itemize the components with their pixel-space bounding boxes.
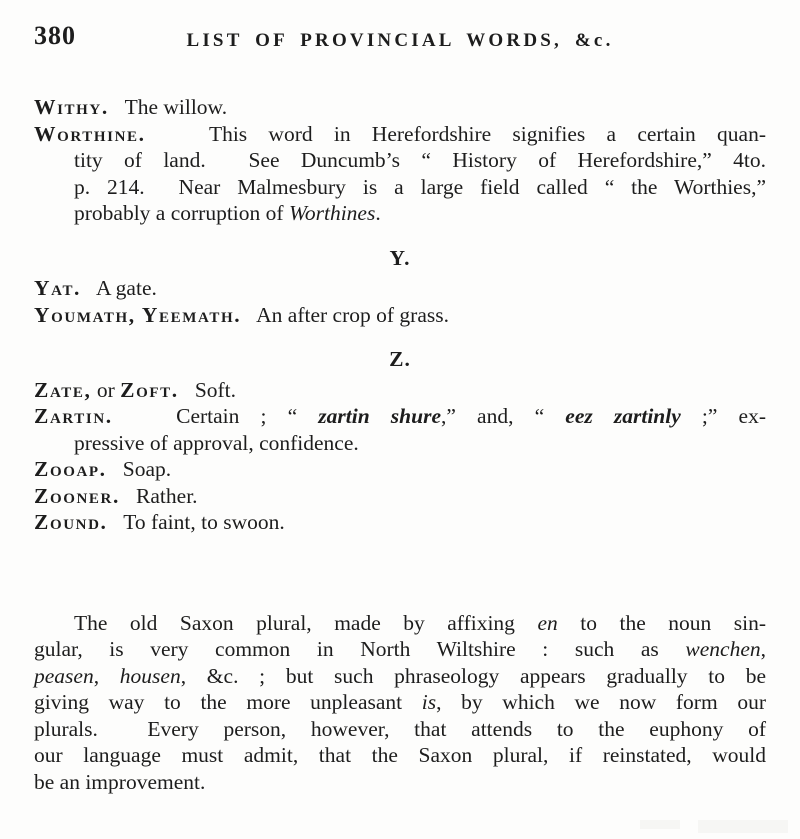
text-segment: , by which we now form our [436, 690, 766, 714]
text-segment: or [91, 377, 121, 402]
text-segment: Zound. [34, 510, 108, 534]
text-line [34, 509, 766, 536]
text-segment: Yat. [34, 276, 82, 300]
page-header [34, 21, 766, 56]
page-number: 380 [34, 21, 76, 50]
text-segment: zartin shure [318, 404, 442, 428]
entry-worthine [34, 121, 766, 227]
entry-youmath [34, 302, 766, 329]
text-segment: probably a corruption of [74, 201, 289, 225]
text-segment: Zate, [34, 377, 92, 402]
text-segment: be an improvement. [34, 769, 206, 794]
text-segment: ;” ex- [680, 404, 766, 428]
text-line [34, 456, 766, 483]
closing-paragraph [34, 610, 766, 796]
entry-zound [34, 509, 766, 536]
text-segment: Worthine. [34, 121, 146, 146]
entry-yat [34, 275, 766, 302]
entry-zooap [34, 456, 766, 483]
entry-zate [34, 377, 766, 404]
text-segment: eez zartinly [565, 404, 681, 428]
text-segment: gular, is very common in North Wiltshire : such as [34, 637, 686, 661]
entry-zooner [34, 483, 766, 510]
text-line [34, 610, 766, 637]
text-line [34, 121, 766, 148]
text-segment: The old Saxon plural, made by affixing [74, 610, 538, 635]
text-line [74, 200, 766, 227]
text-segment: is [421, 690, 437, 714]
text-segment: Withy. [34, 95, 109, 119]
text-segment: Soft. [178, 377, 237, 402]
text-line [34, 636, 766, 663]
text-segment: Soap. [106, 457, 172, 481]
text-segment: our language must admit, that the Saxon plural, if reinstated, would [34, 743, 766, 767]
text-segment: plurals. Every person, however, that attends to the euphony of [34, 716, 766, 741]
text-segment: Zooap. [34, 457, 107, 481]
text-line [34, 94, 766, 121]
text-segment: to the noun sin- [557, 610, 766, 635]
text-line [34, 689, 766, 716]
text-segment: , &c. ; but such phraseology appears gradually to be [180, 663, 766, 688]
text-line [34, 742, 766, 769]
text-segment: pressive of approval, confidence. [74, 430, 359, 455]
text-segment: p. 214. Near Malmesbury is a large field called “ the Worthies,” [74, 174, 766, 199]
text-line [34, 483, 766, 510]
text-segment: A gate. [81, 276, 157, 300]
section-heading-z: Z. [389, 347, 411, 371]
text-line [74, 430, 766, 457]
text-segment: , [93, 663, 120, 688]
scan-artifact [698, 820, 788, 833]
text-segment: giving way to the more unpleasant [34, 690, 422, 714]
running-title: LIST OF PROVINCIAL WORDS, &c. [186, 30, 614, 51]
text-segment: To faint, to swoon. [107, 510, 285, 534]
text-segment: wenchen [685, 637, 761, 661]
text-segment: Youmath, Yeemath. [34, 302, 242, 327]
text-segment: Zoft. [120, 377, 179, 402]
text-line [34, 275, 766, 302]
text-segment: An after crop of grass. [241, 302, 449, 327]
text-segment: This word in Herefordshire signifies a certain quan- [145, 121, 766, 146]
text-segment: housen [119, 663, 181, 688]
text-line [34, 663, 766, 690]
text-segment: tity of land. See Duncumb’s “ History of Herefordshire,” 4to. [74, 148, 766, 172]
text-line [34, 302, 766, 329]
entry-zartin [34, 403, 766, 456]
text-segment: Zooner. [34, 483, 120, 508]
entry-withy [34, 94, 766, 121]
text-line [74, 174, 766, 201]
text-segment: ,” and, “ [441, 404, 566, 428]
text-line [34, 403, 766, 430]
text-segment: , [760, 637, 766, 661]
text-segment: Certain ; “ [112, 404, 319, 428]
section-heading-y: Y. [389, 245, 411, 270]
text-line [34, 716, 766, 743]
text-segment: Rather. [119, 483, 198, 508]
text-line [34, 769, 766, 796]
text-line [34, 377, 766, 404]
text-segment: . [375, 201, 381, 225]
text-segment: Zartin. [34, 404, 113, 428]
text-segment: en [537, 610, 558, 635]
text-segment: peasen [34, 663, 94, 688]
scan-artifact [640, 820, 680, 829]
text-segment: Worthines [288, 201, 376, 225]
text-line [74, 147, 766, 174]
text-segment: The willow. [108, 95, 228, 119]
